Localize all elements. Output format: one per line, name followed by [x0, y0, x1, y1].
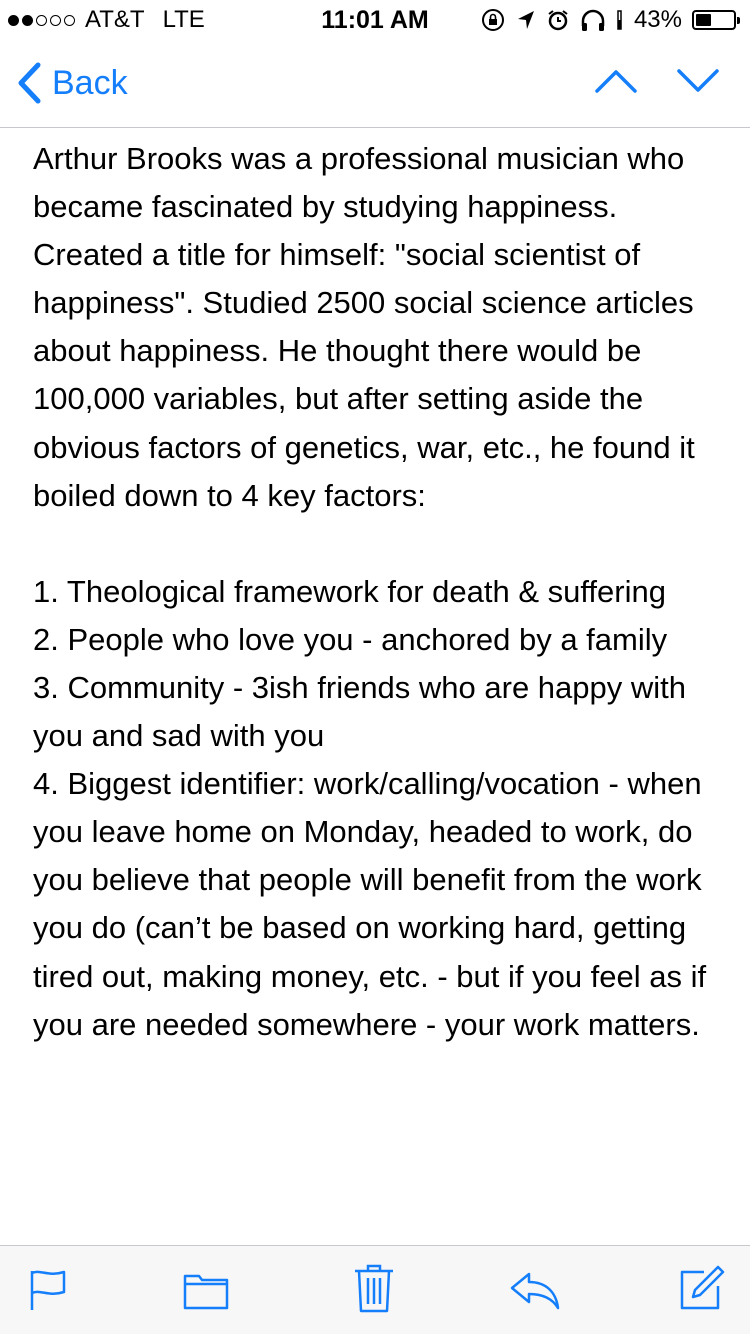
- carrier-name: AT&T: [85, 6, 145, 33]
- battery-icon: [692, 10, 736, 30]
- reply-button[interactable]: [509, 1270, 561, 1317]
- trash-icon: [354, 1264, 394, 1314]
- rotation-lock-icon: [480, 7, 506, 33]
- message-intro: Arthur Brooks was a professional musician who became fascinated by studying happiness. Created a title for himself: "social scientist of happiness". Studied 2500 social science articles about happiness. He thought there would be 100,000 variables, but after setting aside the obvious factors of genetics, war, etc., he found it boiled down to 4 key factors:: [33, 141, 695, 513]
- alarm-icon: [546, 8, 570, 32]
- previous-message-button[interactable]: [594, 68, 638, 99]
- chevron-up-icon: [594, 68, 638, 94]
- list-item-4: 4. Biggest identifier: work/calling/vocation - when you leave home on Monday, headed to work, do you believe that people will benefit from the work you do (can’t be based on working hard, getting tired out, making money, etc. - but if you feel as if you are needed somewhere - your work matters.: [33, 766, 707, 1042]
- message-body: [33, 135, 723, 1049]
- move-to-folder-button[interactable]: [183, 1272, 229, 1315]
- list-item-1: 1. Theological framework for death & suffering: [33, 573, 666, 609]
- list-item-2: 2. People who love you - anchored by a family: [33, 621, 668, 657]
- battery-percent: 43%: [633, 6, 682, 33]
- list-item-3: 3. Community - 3ish friends who are happy with you and sad with you: [33, 669, 687, 754]
- trash-button[interactable]: [354, 1264, 394, 1319]
- airplay-icon: [616, 8, 624, 32]
- compose-icon: [678, 1264, 726, 1312]
- flag-button[interactable]: [26, 1268, 70, 1317]
- back-button-label: Back: [52, 63, 128, 102]
- network-type: LTE: [162, 6, 205, 33]
- status-time: 11:01 AM: [321, 6, 429, 34]
- next-message-button[interactable]: [676, 68, 720, 99]
- location-icon: [516, 9, 536, 31]
- reply-icon: [509, 1270, 561, 1312]
- folder-icon: [183, 1272, 229, 1310]
- compose-button[interactable]: [678, 1264, 726, 1317]
- paragraph-spacer: [33, 520, 723, 568]
- chevron-left-icon: [16, 62, 42, 104]
- status-bar-right: [480, 6, 736, 34]
- navigation-bar: [0, 40, 750, 128]
- headphones-icon: [580, 8, 606, 32]
- flag-icon: [26, 1268, 70, 1312]
- back-button[interactable]: [16, 62, 128, 104]
- bottom-toolbar: [0, 1245, 750, 1334]
- chevron-down-icon: [676, 68, 720, 94]
- status-bar: [0, 0, 750, 40]
